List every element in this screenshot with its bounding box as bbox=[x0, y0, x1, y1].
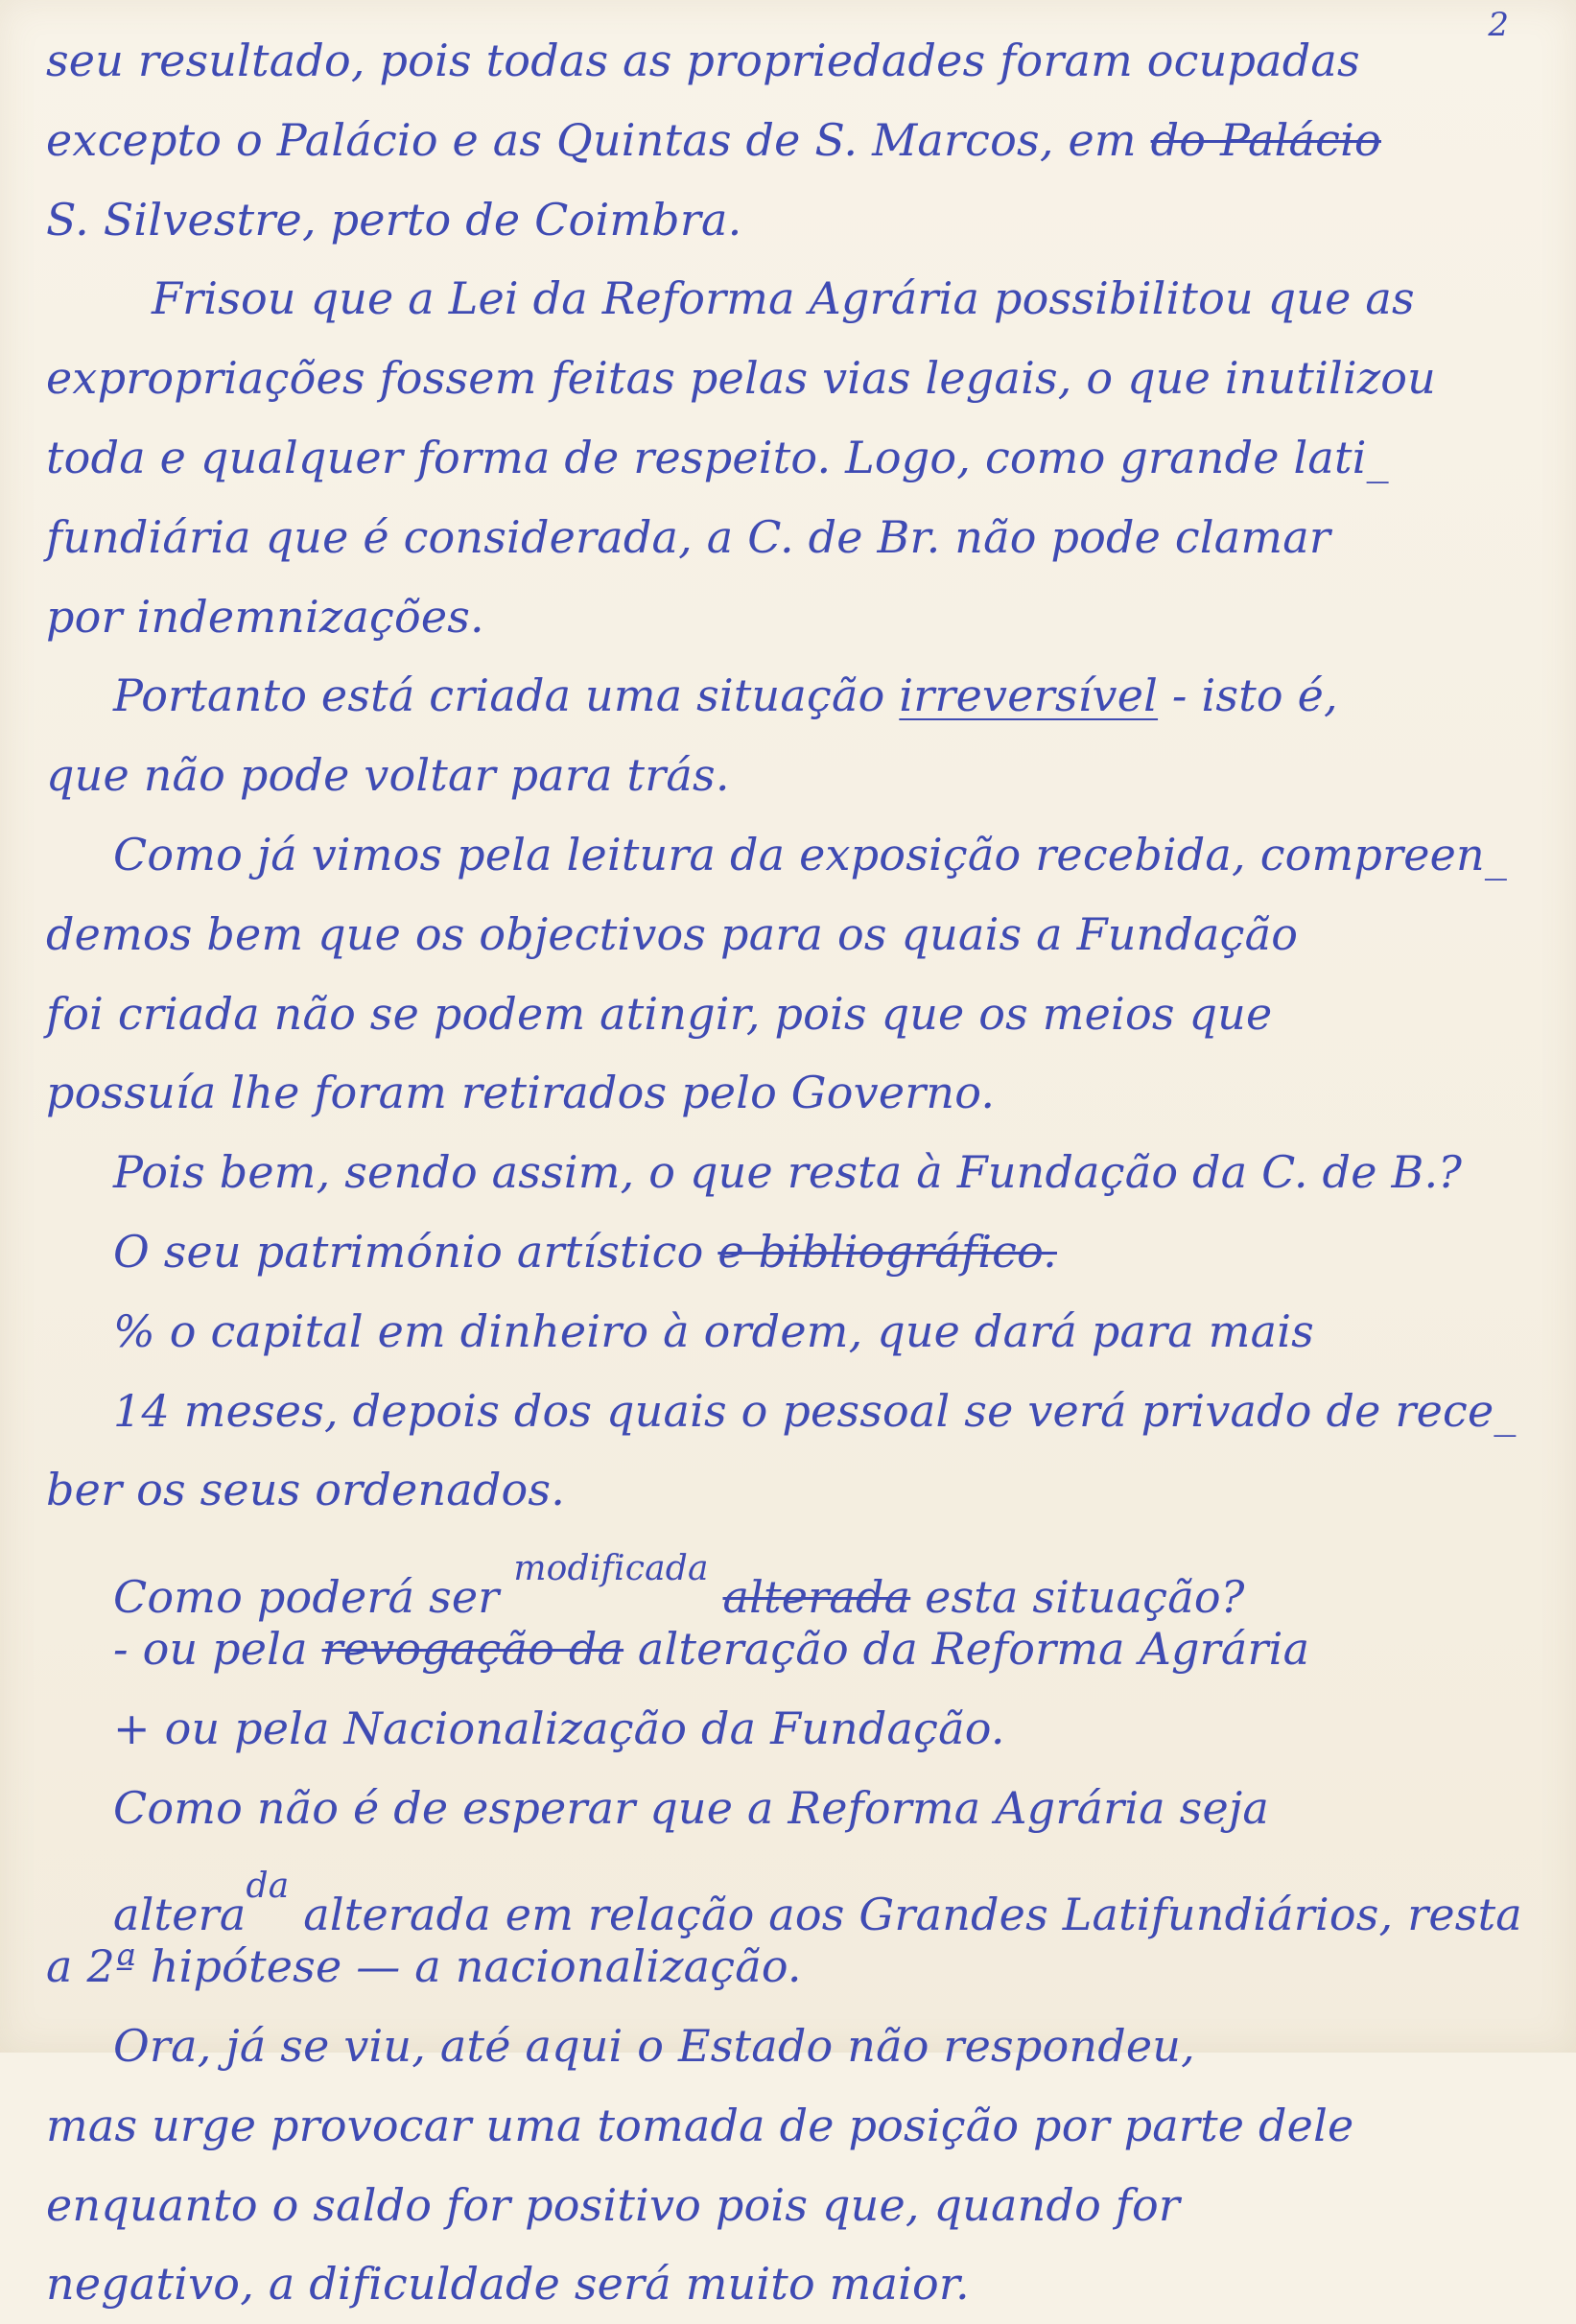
text-line: Pois bem, sendo assim, o que resta à Fundação da C. de B.? bbox=[113, 1146, 1463, 1199]
struck-text: alterada bbox=[722, 1571, 911, 1624]
text-line: toda e qualquer forma de respeito. Logo, como grande lati_ bbox=[46, 431, 1389, 483]
text-line: negativo, a dificuldade será muito maior. bbox=[46, 2258, 970, 2311]
text-line: Ora, já se viu, até aqui o Estado não respondeu, bbox=[113, 2019, 1195, 2072]
text-line bbox=[46, 1609, 1533, 1689]
struck-text: do Palácio bbox=[1150, 113, 1381, 166]
text-line: demos bem que os objectivos para os quais a Fundação bbox=[46, 907, 1299, 960]
text-fragment: alterada em relação aos Grandes Latifundiários, resta bbox=[303, 1889, 1522, 1941]
text-line: + ou pela Nacionalização da Fundação. bbox=[113, 1702, 1005, 1754]
text-fragment: alteração da Reforma Agrária bbox=[637, 1622, 1310, 1675]
text-line: ber os seus ordenados. bbox=[46, 1464, 566, 1516]
text-fragment: esta situação? bbox=[925, 1571, 1245, 1624]
text-line: expropriações fossem feitas pelas vias legais, o que inutilizou bbox=[46, 352, 1436, 405]
underlined-text: irreversível bbox=[899, 669, 1159, 722]
text-line: enquanto o saldo for positivo pois que, quando for bbox=[46, 2178, 1181, 2231]
text-line: Frisou que a Lei da Reforma Agrária possibilitou que as bbox=[152, 272, 1415, 325]
text-fragment: excepto o Palácio e as Quintas de S. Marcos, em bbox=[46, 113, 1137, 166]
handwritten-text bbox=[46, 21, 1533, 2324]
text-line: S. Silvestre, perto de Coimbra. bbox=[46, 193, 742, 246]
text-line bbox=[46, 1530, 1533, 1624]
struck-text: e bibliográfico. bbox=[717, 1225, 1057, 1278]
text-line: a 2ª hipótese — a nacionalização. bbox=[46, 1940, 802, 1993]
text-line: possuía lhe foram retirados pelo Governo. bbox=[46, 1067, 996, 1119]
text-fragment: altera bbox=[113, 1889, 247, 1941]
text-line: fundiária que é considerada, a C. de Br. não pode clamar bbox=[46, 510, 1331, 563]
text-line: por indemnizações. bbox=[46, 590, 484, 643]
text-fragment: Como poderá ser bbox=[113, 1571, 500, 1624]
page-number: 2 bbox=[1488, 6, 1509, 44]
struck-text: revogação da bbox=[321, 1622, 624, 1675]
text-line bbox=[46, 101, 1533, 180]
text-line bbox=[46, 656, 1533, 736]
text-line: 14 meses, depois dos quais o pessoal se verá privado de rece_ bbox=[113, 1384, 1517, 1437]
text-line: seu resultado, pois todas as propriedades foram ocupadas bbox=[46, 35, 1360, 86]
text-fragment: - ou pela bbox=[113, 1622, 308, 1675]
text-line: Como não é de esperar que a Reforma Agrária seja bbox=[113, 1781, 1269, 1834]
inserted-text: modificada bbox=[513, 1549, 709, 1589]
text-line bbox=[46, 1847, 1533, 1941]
text-line: Como já vimos pela leitura da exposição recebida, compreen_ bbox=[113, 828, 1508, 880]
text-fragment: - isto é, bbox=[1171, 669, 1338, 722]
text-line: % o capital em dinheiro à ordem, que dará para mais bbox=[113, 1304, 1314, 1357]
text-fragment: O seu património artístico bbox=[113, 1225, 704, 1278]
text-fragment: Portanto está criada uma situação bbox=[113, 669, 885, 722]
text-line: mas urge provocar uma tomada de posição por parte dele bbox=[46, 2099, 1354, 2151]
text-line: foi criada não se podem atingir, pois que os meios que bbox=[46, 987, 1273, 1040]
text-line: que não pode voltar para trás. bbox=[46, 749, 730, 802]
text-line bbox=[46, 1212, 1533, 1292]
inserted-text: da bbox=[246, 1866, 290, 1907]
